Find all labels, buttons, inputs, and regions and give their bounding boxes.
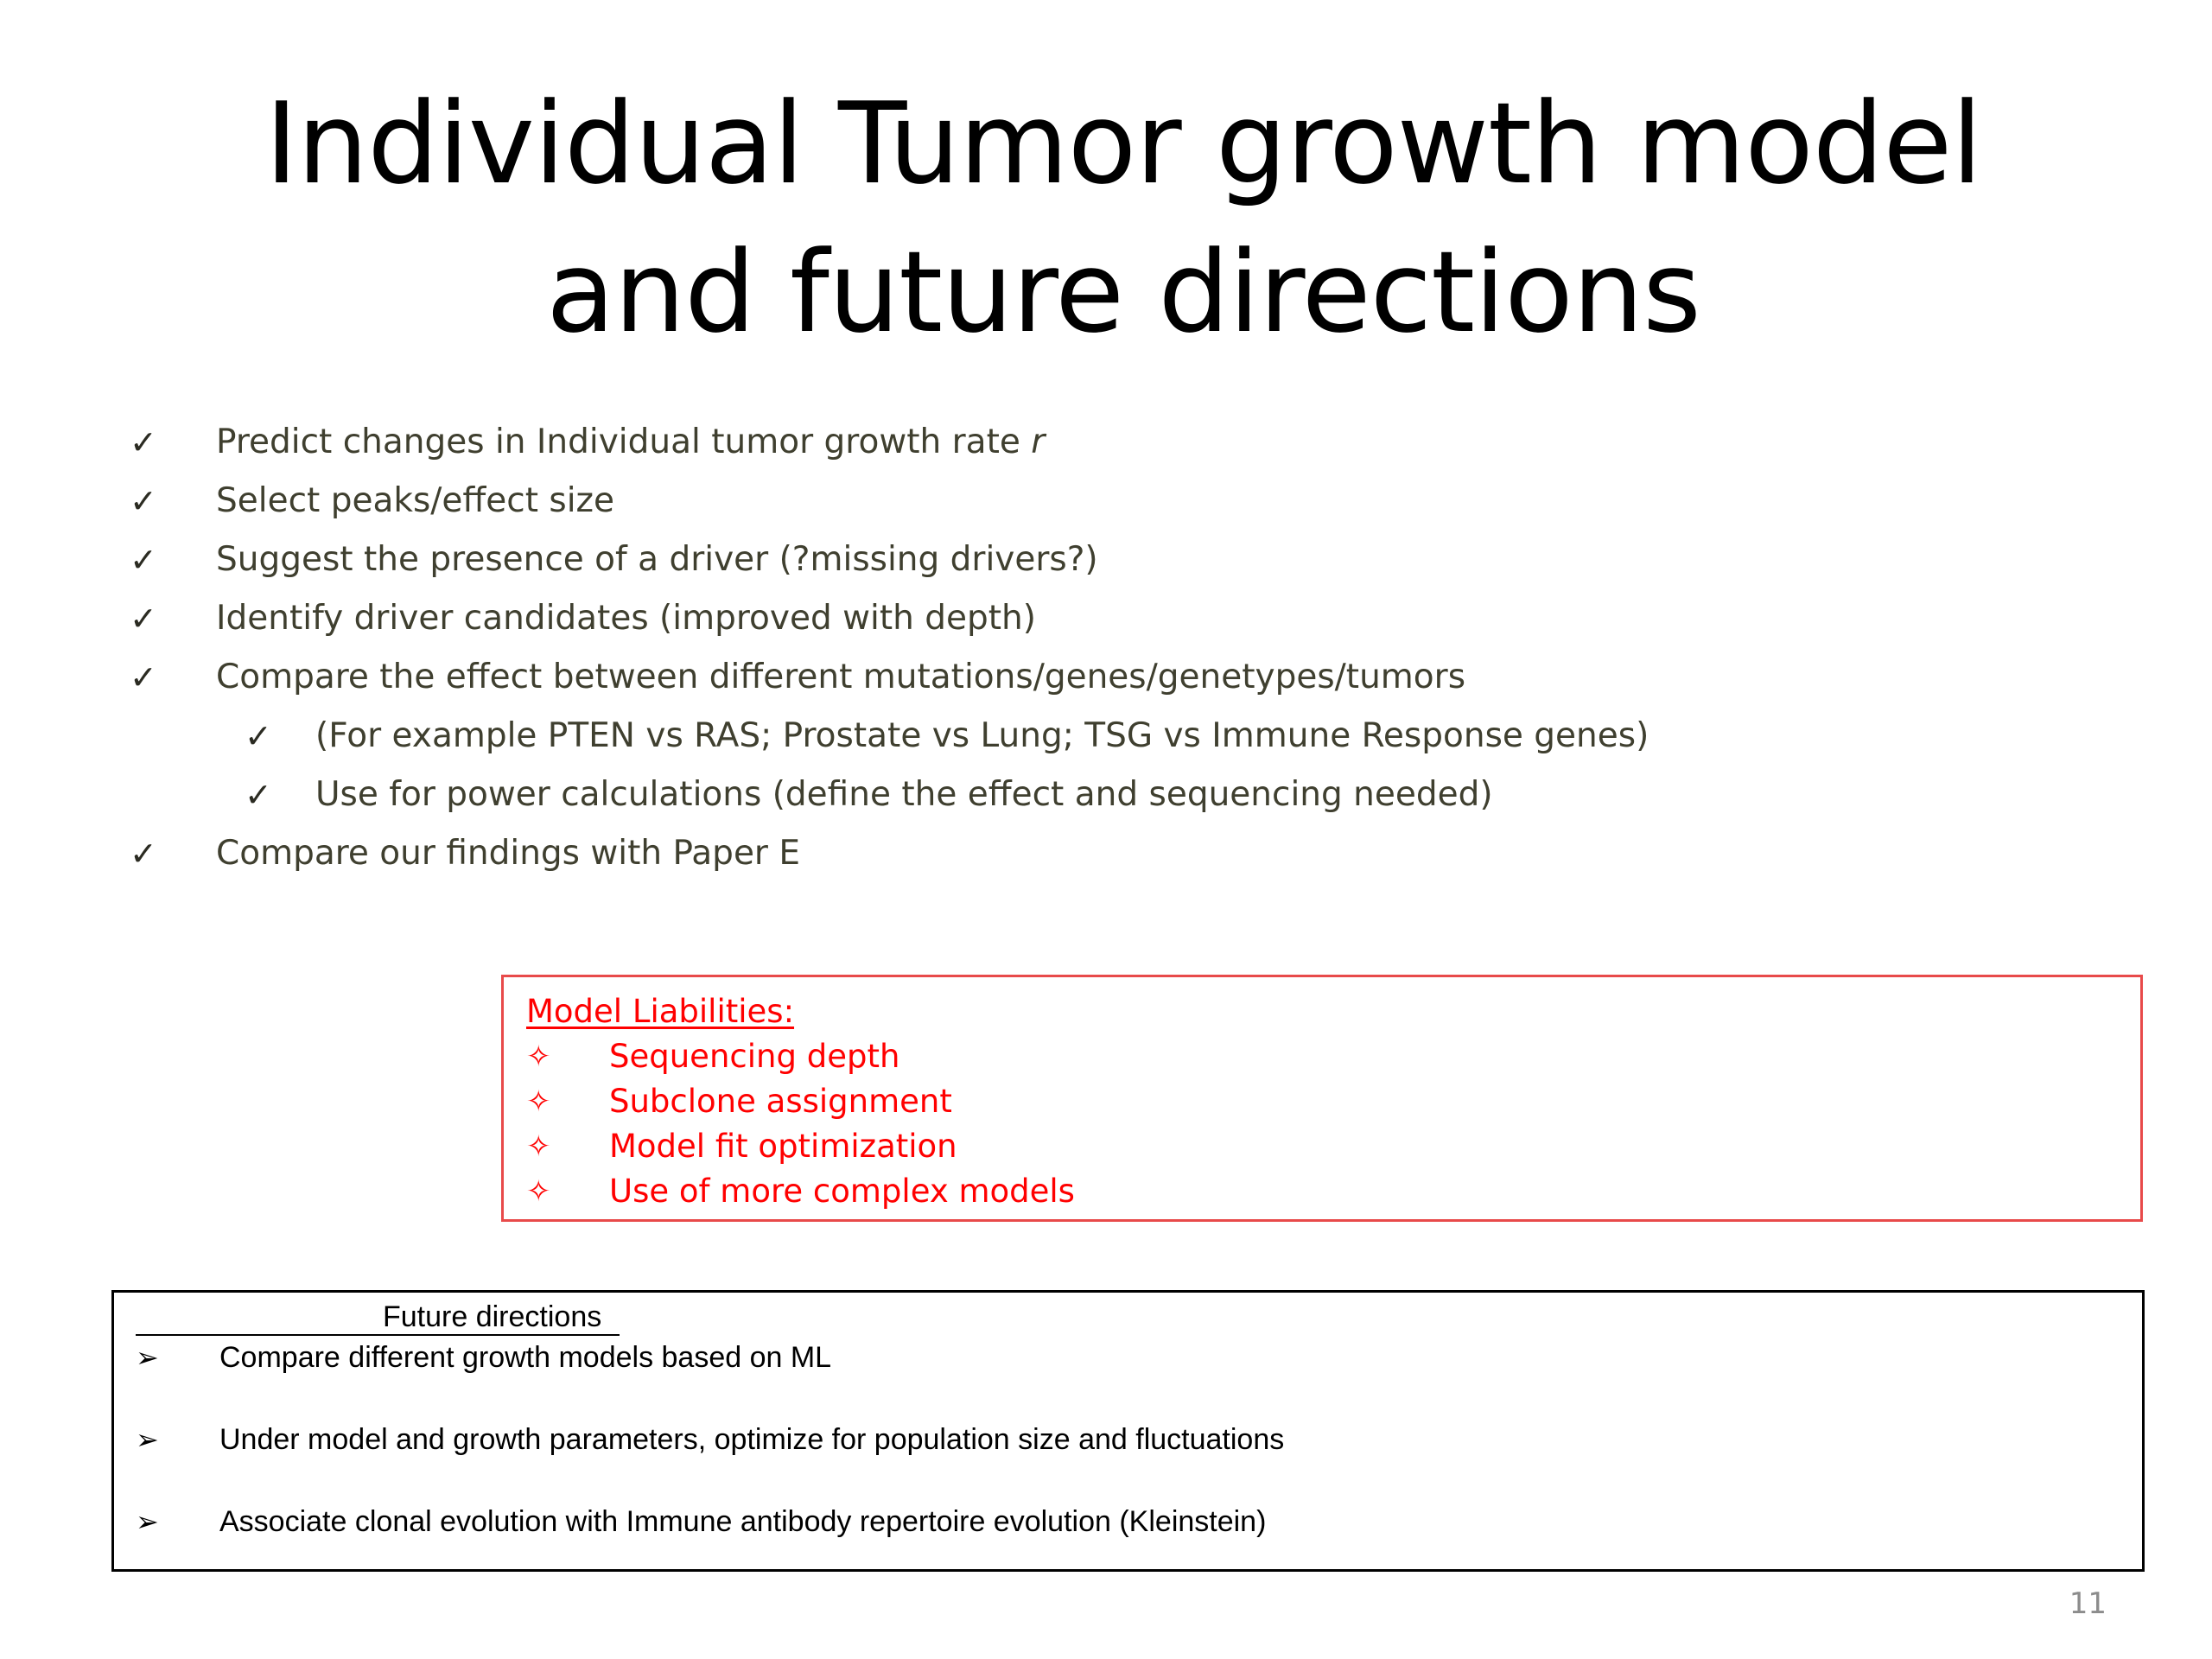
checklist-item <box>130 589 2117 648</box>
future-directions-heading <box>136 1298 620 1336</box>
liability-item-text: Subclone assignment <box>609 1083 952 1120</box>
liability-item-text: Use of more complex models <box>609 1173 1075 1210</box>
arrowhead-bullet-icon: ➢ <box>136 1423 159 1456</box>
future-directions-heading-text: Future directions <box>383 1300 602 1333</box>
liability-item-text: Model fit optimization <box>609 1128 957 1165</box>
future-direction-item-text: Compare different growth models based on ML <box>219 1341 832 1374</box>
four-pointed-star-icon: ✧ <box>526 1039 551 1074</box>
model-liabilities-box <box>501 975 2143 1222</box>
checkmark-icon: ✓ <box>130 658 157 696</box>
future-direction-item-text: Associate clonal evolution with Immune antibody repertoire evolution (Kleinstein) <box>219 1505 1267 1538</box>
checklist-item-text: Select peaks/effect size <box>216 481 615 520</box>
slide-title-line-1: Individual Tumor growth model <box>264 78 1982 209</box>
checkmark-icon: ✓ <box>130 835 157 873</box>
checklist-subitem <box>130 766 2117 824</box>
model-liabilities-heading: Model Liabilities: <box>526 993 795 1030</box>
checklist <box>130 413 2117 883</box>
checkmark-icon: ✓ <box>245 776 272 814</box>
slide-title-line-2: and future directions <box>546 226 1700 358</box>
checklist-item <box>130 531 2117 589</box>
future-directions-box <box>111 1290 2145 1572</box>
checkmark-icon: ✓ <box>130 600 157 638</box>
checklist-subitem-text: Use for power calculations (define the effect and sequencing needed) <box>315 775 1493 814</box>
checklist-item-text: Suggest the presence of a driver (?missing drivers?) <box>216 540 1098 579</box>
checklist-item-text: Compare our findings with Paper E <box>216 834 801 873</box>
four-pointed-star-icon: ✧ <box>526 1129 551 1164</box>
four-pointed-star-icon: ✧ <box>526 1084 551 1119</box>
future-direction-item-text: Under model and growth parameters, optimize for population size and fluctuations <box>219 1423 1285 1456</box>
four-pointed-star-icon: ✧ <box>526 1174 551 1209</box>
arrowhead-bullet-icon: ➢ <box>136 1341 159 1374</box>
page-number: 11 <box>2069 1586 2107 1621</box>
growth-rate-symbol: r <box>1031 423 1046 461</box>
checklist-item-text: Predict changes in Individual tumor growth rate <box>216 423 1032 461</box>
checklist-subitem <box>130 707 2117 766</box>
checklist-item <box>130 648 2117 707</box>
checklist-item <box>130 824 2117 883</box>
checkmark-icon: ✓ <box>130 482 157 520</box>
checkmark-icon: ✓ <box>130 423 157 461</box>
checklist-item <box>130 472 2117 531</box>
checklist-subitem-text: (For example PTEN vs RAS; Prostate vs Lung; TSG vs Immune Response genes) <box>315 716 1649 755</box>
arrowhead-bullet-icon: ➢ <box>136 1505 159 1538</box>
checklist-item <box>130 413 2117 472</box>
liability-item-text: Sequencing depth <box>609 1038 900 1075</box>
checkmark-icon: ✓ <box>245 717 272 755</box>
slide-title <box>173 69 2074 366</box>
checklist-item-text: Identify driver candidates (improved with depth) <box>216 599 1036 638</box>
checkmark-icon: ✓ <box>130 541 157 579</box>
checklist-item-text: Compare the effect between different mutations/genes/genetypes/tumors <box>216 658 1466 696</box>
